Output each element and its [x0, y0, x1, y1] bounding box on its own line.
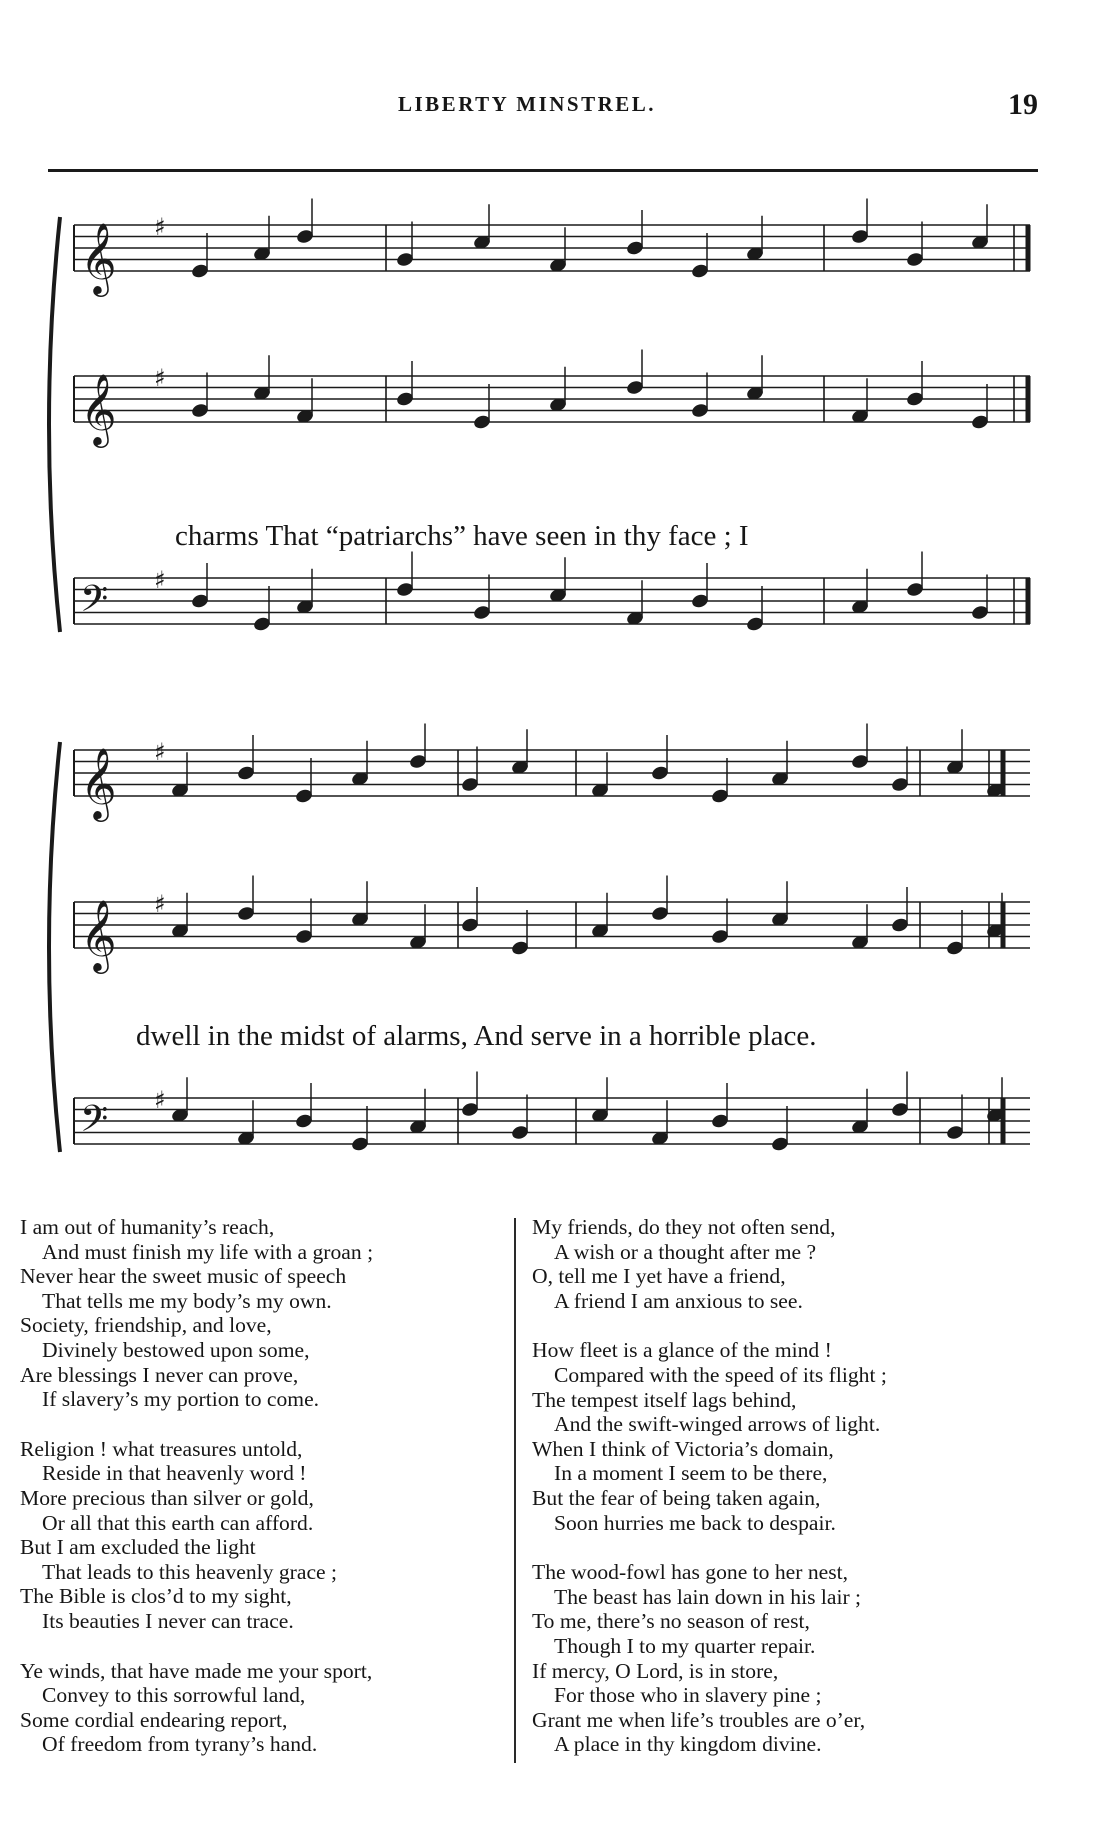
verse-line: Or all that this earth can afford. — [42, 1510, 314, 1535]
verse-line: Reside in that heavenly word ! — [42, 1461, 307, 1486]
stanza — [20, 1659, 510, 1757]
page-header — [0, 88, 1105, 132]
verse-line: In a moment I seem to be there, — [554, 1461, 828, 1486]
verse-line: The beast has lain down in his lair ; — [554, 1584, 862, 1609]
verse-line: More precious than silver or gold, — [20, 1485, 314, 1510]
treble-clef: 𝄞 — [80, 746, 117, 819]
verse-line: Religion ! what treasures untold, — [20, 1436, 303, 1461]
key-signature-sharp: ♯ — [154, 890, 166, 918]
verse-line: That leads to this heavenly grace ; — [42, 1559, 338, 1584]
treble-clef: 𝄞 — [80, 372, 117, 445]
stanza — [20, 1437, 510, 1634]
verse-line: Never hear the sweet music of speech — [20, 1264, 347, 1289]
system-brace — [49, 742, 60, 1152]
verse-line: Though I to my quarter repair. — [554, 1633, 816, 1658]
verse-line: If slavery’s my portion to come. — [42, 1387, 320, 1412]
score-notation — [49, 199, 1030, 1153]
poem-right-column — [532, 1215, 1092, 1782]
verse-line: My friends, do they not often send, — [532, 1215, 836, 1239]
bass-clef: 𝄢 — [80, 578, 109, 629]
verse-line: Society, friendship, and love, — [20, 1313, 272, 1338]
verse-line: And the swift-winged arrows of light. — [554, 1412, 881, 1437]
system-brace — [49, 217, 60, 632]
verse-line: I am out of humanity’s reach, — [20, 1215, 275, 1239]
verse-line: That tells me my body’s my own. — [42, 1288, 332, 1313]
column-divider — [514, 1218, 516, 1763]
key-signature-sharp: ♯ — [154, 566, 166, 594]
bass-clef: 𝄢 — [80, 1098, 109, 1149]
verse-line: Its beauties I never can trace. — [42, 1608, 294, 1633]
header-rule — [48, 169, 1038, 172]
page-number: 19 — [1008, 88, 1038, 121]
verse-line: For those who in slavery pine ; — [554, 1683, 822, 1708]
verse-line: The tempest itself lags behind, — [532, 1387, 797, 1412]
stanza — [532, 1215, 1092, 1313]
verse-line: Some cordial endearing report, — [20, 1707, 288, 1732]
verse-line: How fleet is a glance of the mind ! — [532, 1338, 832, 1363]
verse-line: A friend I am anxious to see. — [554, 1288, 803, 1313]
key-signature-sharp: ♯ — [154, 1086, 166, 1114]
verse-line: To me, there’s no season of rest, — [532, 1609, 810, 1634]
stanza — [532, 1560, 1092, 1757]
poem-left-column — [20, 1215, 510, 1782]
lyric-line-system-1: charms That “patriarchs” have seen in thy face ; I — [175, 520, 749, 552]
verse-line: The Bible is clos’d to my sight, — [20, 1584, 292, 1609]
verse-line: O, tell me I yet have a friend, — [532, 1264, 786, 1289]
treble-clef: 𝄞 — [80, 221, 117, 294]
lyric-line-system-2: dwell in the midst of alarms, And serve in a horrible place. — [136, 1020, 817, 1052]
verse-line: Ye winds, that have made me your sport, — [20, 1658, 373, 1683]
verse-line: Of freedom from tyrany’s hand. — [42, 1732, 318, 1757]
key-signature-sharp: ♯ — [154, 738, 166, 766]
verse-line: Soon hurries me back to despair. — [554, 1510, 836, 1535]
verse-line: Grant me when life’s troubles are o’er, — [532, 1707, 866, 1732]
verse-line: Are blessings I never can prove, — [20, 1362, 299, 1387]
verse-line: The wood-fowl has gone to her nest, — [532, 1560, 849, 1585]
key-signature-sharp: ♯ — [154, 213, 166, 241]
verse-line: Divinely bestowed upon some, — [42, 1337, 310, 1362]
verse-line: When I think of Victoria’s domain, — [532, 1436, 834, 1461]
verse-line: Convey to this sorrowful land, — [42, 1683, 306, 1708]
key-signature-sharp: ♯ — [154, 364, 166, 392]
treble-clef: 𝄞 — [80, 898, 117, 971]
verse-line: If mercy, O Lord, is in store, — [532, 1658, 779, 1683]
verse-line: Compared with the speed of its flight ; — [554, 1362, 887, 1387]
verse-line: But I am excluded the light — [20, 1535, 256, 1560]
verse-line: And must finish my life with a groan ; — [42, 1239, 374, 1264]
verse-line: But the fear of being taken again, — [532, 1485, 821, 1510]
stanza — [532, 1338, 1092, 1535]
verse-line: A wish or a thought after me ? — [554, 1239, 817, 1264]
running-title: LIBERTY MINSTREL. — [398, 92, 657, 116]
verse-line: A place in thy kingdom divine. — [554, 1732, 822, 1757]
stanza — [20, 1215, 510, 1412]
